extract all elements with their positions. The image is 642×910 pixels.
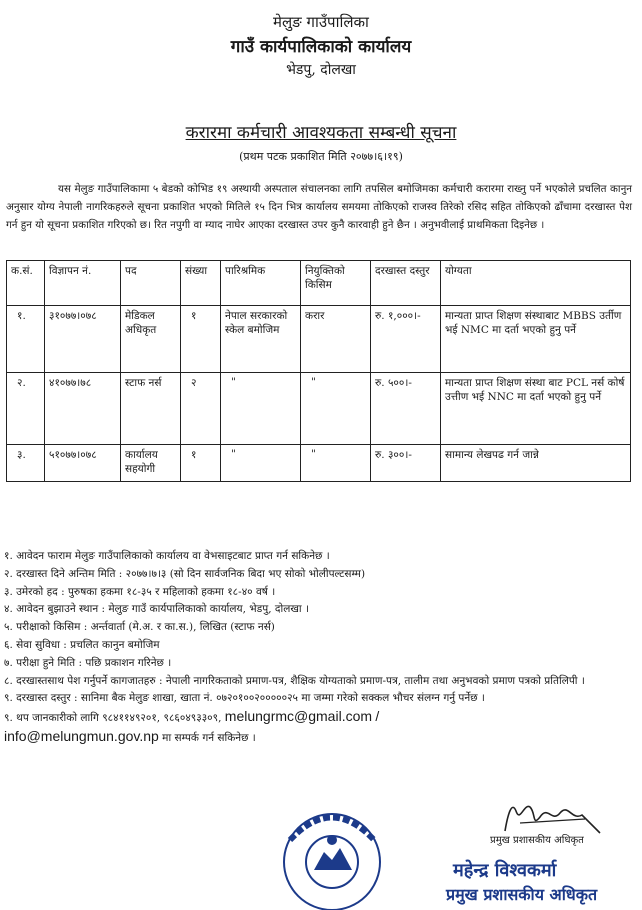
list-item: ९. दरखास्त दस्तुर : सानिमा बैक मेलुङ शाखा, खाता नं. ०७२०१००२०००००२५ मा जम्मा गरेको सक्कल भौचर संलग्न गर्नु पर्नेछ । bbox=[4, 692, 485, 705]
table-cell: " bbox=[221, 445, 301, 482]
table-cell: १ bbox=[181, 306, 221, 373]
table-cell: रु. १,०००।- bbox=[371, 306, 441, 373]
table-row bbox=[7, 306, 631, 373]
table-cell: मान्यता प्राप्त शिक्षण संस्थाबाट MBBS उर्तीण भई NMC मा दर्ता भएको हुनु पर्ने bbox=[441, 306, 631, 373]
table-cell: ४१०७७।७८ bbox=[45, 373, 121, 445]
table-cell: मान्यता प्राप्त शिक्षण संस्था बाट PCL नर्स कोर्ष उत्तीण भई NNC मा दर्ता भएको हुनु पर्ने bbox=[441, 373, 631, 445]
col-qualification: योग्यता bbox=[441, 261, 631, 306]
office-seal-icon bbox=[262, 800, 402, 910]
table-header-row bbox=[7, 261, 631, 306]
list-item: २. दरखास्त दिने अन्तिम मिति : २०७७।७।३ (सो दिन सार्वजनिक बिदा भए सोको भोलीपल्टसम्म) bbox=[4, 567, 366, 580]
table-cell: सामान्य लेखपढ गर्न जान्ने bbox=[441, 445, 631, 482]
table-cell: १. bbox=[7, 306, 45, 373]
signatory-designation: प्रमुख प्रशासकीय अधिकृत bbox=[446, 885, 598, 904]
table-cell: १ bbox=[181, 445, 221, 482]
notes-list bbox=[4, 548, 634, 748]
notice-intro: यस मेलुङ गाउँपालिकामा ५ बेडको कोभिड १९ अस्थायी अस्पताल संचालनका लागि तपसिल बमोजिमका कर्मचारी करारमा राख्नु पर्ने भएकोले प्रचलित कानुन अनुसार योग्य नेपाली नागरिकहरुले सूचना प्रकाशित भएको मितिले १५ दिन भित्र कार्यालय समयमा तोकिएको राजस्व तिरेको रसिद सहित तोकिएको ढाँचामा दरखास्त पेश गर्न हुन यो सूचना प्रकाशित गरिएको छ। रित नपुगी वा म्याद नाघेर आएका दरखास्त उपर कुनै कारवाही हुने छैन । अनुभवीलाई प्राथमिकता दिइनेछ । bbox=[6, 183, 632, 231]
table-cell: ३. bbox=[7, 445, 45, 482]
col-post: पद bbox=[121, 261, 181, 306]
table-cell: कार्यालय सहयोगी bbox=[121, 445, 181, 482]
table-cell: २ bbox=[181, 373, 221, 445]
list-item: ८. दरखास्तसाथ पेश गर्नुपर्ने कागजातहरु : नेपाली नागरिकताको प्रमाण-पत्र, शैक्षिक योग्यताको प्रमाण-पत्र, तालीम तथा अनुभवको प्रमाण पत्रको प्रतिलिपी । bbox=[4, 674, 585, 687]
table-cell: २. bbox=[7, 373, 45, 445]
list-item: १. आवेदन फाराम मेलुङ गाउँपालिकाको कार्यालय वा वेभसाइटबाट प्राप्त गर्न सकिनेछ । bbox=[4, 550, 330, 562]
table-cell: " bbox=[221, 373, 301, 445]
list-item: ७. परीक्षा हुने मिति : पछि प्रकाशन गरिनेछ । bbox=[4, 656, 172, 669]
table-cell: स्टाफ नर्स bbox=[121, 373, 181, 445]
table-cell: नेपाल सरकारको स्केल बमोजिम bbox=[221, 306, 301, 373]
office-name: मेलुङ गाउँपालिका bbox=[273, 13, 369, 31]
list-item: ५. परीक्षाको किसिम : अर्न्तवार्ता (मे.अ. र का.स.), लिखित (स्टाफ नर्स) bbox=[4, 621, 275, 634]
col-count: संख्या bbox=[181, 261, 221, 306]
col-ad-no: विज्ञापन नं. bbox=[45, 261, 121, 306]
signatory-designation-small: प्रमुख प्रशासकीय अधिकृत bbox=[490, 835, 584, 846]
contact-prefix: ९. थप जानकारीको लागि ९८४११४९२०१, ९८६०४९३३०९, bbox=[4, 712, 222, 725]
table-cell: रु. ३००।- bbox=[371, 445, 441, 482]
email-link-2[interactable]: info@melungmun.gov.np bbox=[4, 727, 159, 744]
col-fee: दरखास्त दस्तुर bbox=[371, 261, 441, 306]
email-separator: / bbox=[375, 708, 380, 725]
table-cell: मेडिकल अधिकृत bbox=[121, 306, 181, 373]
notice-title: करारमा कर्मचारी आवश्यकता सम्बन्धी सूचना bbox=[185, 123, 457, 143]
notice-date: (प्रथम पटक प्रकाशित मिति २०७७।६।१९) bbox=[239, 150, 403, 163]
list-item: ६. सेवा सुविधा : प्रचलित कानुन बमोजिम bbox=[4, 638, 160, 651]
office-address: भेडपु, दोलखा bbox=[286, 62, 356, 78]
office-subtitle: गाउँ कार्यपालिकाको कार्यालय bbox=[230, 37, 412, 57]
signatory-name: महेन्द्र विश्वकर्मा bbox=[453, 860, 557, 881]
table-cell: " bbox=[301, 445, 371, 482]
list-item: ३. उमेरको हद : पुरुषका हकमा १८-३५ र महिलाको हकमा १८-४० वर्ष । bbox=[4, 585, 276, 598]
contact-suffix: मा सम्पर्क गर्न सकिनेछ । bbox=[162, 731, 256, 744]
col-salary: पारिश्रमिक bbox=[221, 261, 301, 306]
table-cell: करार bbox=[301, 306, 371, 373]
table-cell: " bbox=[301, 373, 371, 445]
table-cell: ५१०७७।०७८ bbox=[45, 445, 121, 482]
table-cell: रु. ५००।- bbox=[371, 373, 441, 445]
email-link-1[interactable]: melungrmc@gmail.com bbox=[224, 708, 373, 725]
col-sn: क.सं. bbox=[7, 261, 45, 306]
contact-line bbox=[4, 708, 634, 748]
table-cell: ३१०७७।०७८ bbox=[45, 306, 121, 373]
table-row bbox=[7, 445, 631, 482]
table-row bbox=[7, 373, 631, 445]
col-type: नियुक्तिको किसिम bbox=[301, 261, 371, 306]
vacancy-table bbox=[6, 260, 631, 482]
list-item: ४. आवेदन बुझाउने स्थान : मेलुङ गाउँ कार्यपालिकाको कार्यालय, भेडपु, दोलखा । bbox=[4, 603, 309, 616]
